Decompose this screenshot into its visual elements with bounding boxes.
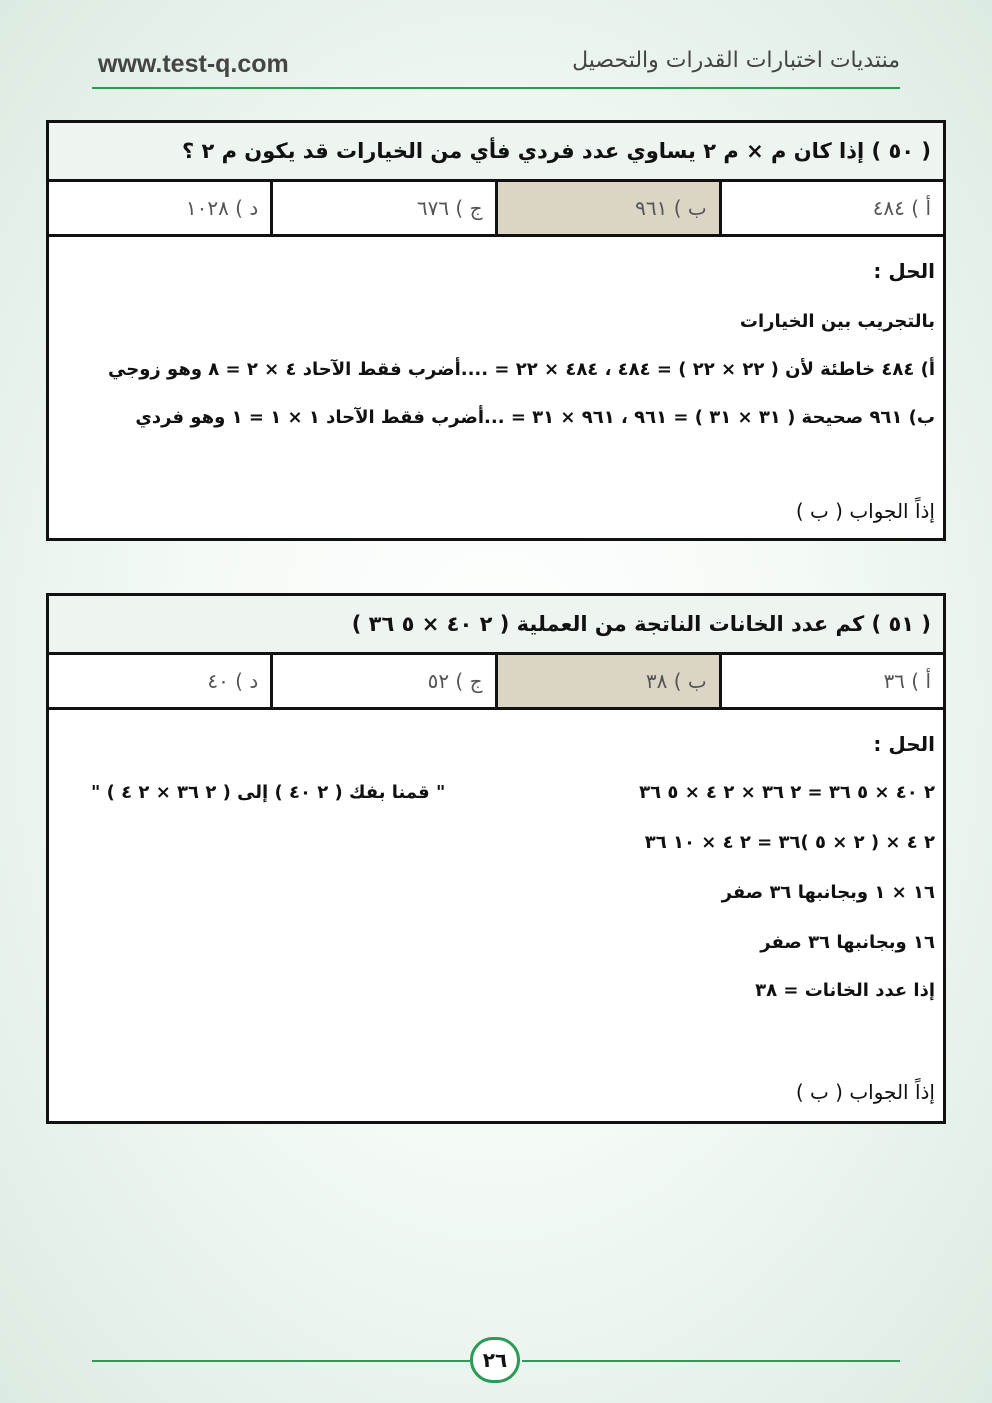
solution-line: إذا عدد الخانات = ٣٨ — [755, 980, 935, 1001]
footer-divider-right — [522, 1360, 900, 1362]
options-row — [49, 655, 943, 710]
solution-line: ٢ ٤٠ × ٥ ٣٦ = ٢ ٣٦ × ٢ ٤ × ٥ ٣٦ — [639, 782, 935, 803]
option-d[interactable]: د ) ٤٠ — [207, 669, 259, 693]
solution-label: الحل : — [873, 732, 935, 756]
solution-note: " قمنا بفك ( ٢ ٤٠ ) إلى ( ٢ ٣٦ × ٢ ٤ ) " — [91, 782, 446, 803]
solution-line: ١٦ × ١ وبجانبها ٣٦ صفر — [721, 882, 935, 903]
question-text: ( ٥٠ ) إذا كان م × م ٢ يساوي عدد فردي فأي من الخيارات قد يكون م ٢ ؟ — [49, 123, 943, 182]
final-answer: إذاً الجواب ( ب ) — [795, 499, 935, 523]
option-a[interactable]: أ ) ٤٨٤ — [719, 182, 943, 234]
option-b-correct[interactable]: ب ) ٩٦١ — [495, 182, 719, 234]
option-b-correct[interactable]: ب ) ٣٨ — [495, 655, 719, 707]
footer-divider-left — [92, 1360, 470, 1362]
final-answer: إذاً الجواب ( ب ) — [795, 1080, 935, 1104]
solution-line: ب) ٩٦١ صحيحة ( ٣١ × ٣١ ) = ٩٦١ ، ٩٦١ × ٣١ = ...أضرب فقط الآحاد ١ × ١ = ١ وهو فردي — [135, 407, 935, 428]
solution-line: بالتجريب بين الخيارات — [739, 311, 935, 332]
question-card-51 — [46, 593, 946, 1124]
site-url[interactable]: www.test-q.com — [98, 50, 289, 78]
solution-line: ١٦ وبجانبها ٣٦ صفر — [760, 932, 935, 953]
option-d[interactable]: د ) ١٠٢٨ — [185, 196, 259, 220]
question-card-50 — [46, 120, 946, 541]
solution-line: أ) ٤٨٤ خاطئة لأن ( ٢٢ × ٢٢ ) = ٤٨٤ ، ٤٨٤ × ٢٢ = ....أضرب فقط الآحاد ٤ × ٢ = ٨ وهو زوجي — [108, 359, 935, 380]
solution-line: ٢ ٤ × ( ٢ × ٥ )٣٦ = ٢ ٤ × ١٠ ٣٦ — [644, 832, 935, 853]
solution-label: الحل : — [873, 259, 935, 283]
option-c[interactable]: ج ) ٦٧٦ — [270, 182, 494, 234]
question-text: ( ٥١ ) كم عدد الخانات الناتجة من العملية ( ٢ ٤٠ × ٥ ٣٦ ) — [49, 596, 943, 655]
options-row — [49, 182, 943, 237]
option-c[interactable]: ج ) ٥٢ — [270, 655, 494, 707]
option-a[interactable]: أ ) ٣٦ — [719, 655, 943, 707]
page-number: ٢٦ — [470, 1337, 520, 1383]
site-title: منتديات اختبارات القدرات والتحصيل — [572, 48, 900, 73]
header-divider — [92, 87, 900, 89]
